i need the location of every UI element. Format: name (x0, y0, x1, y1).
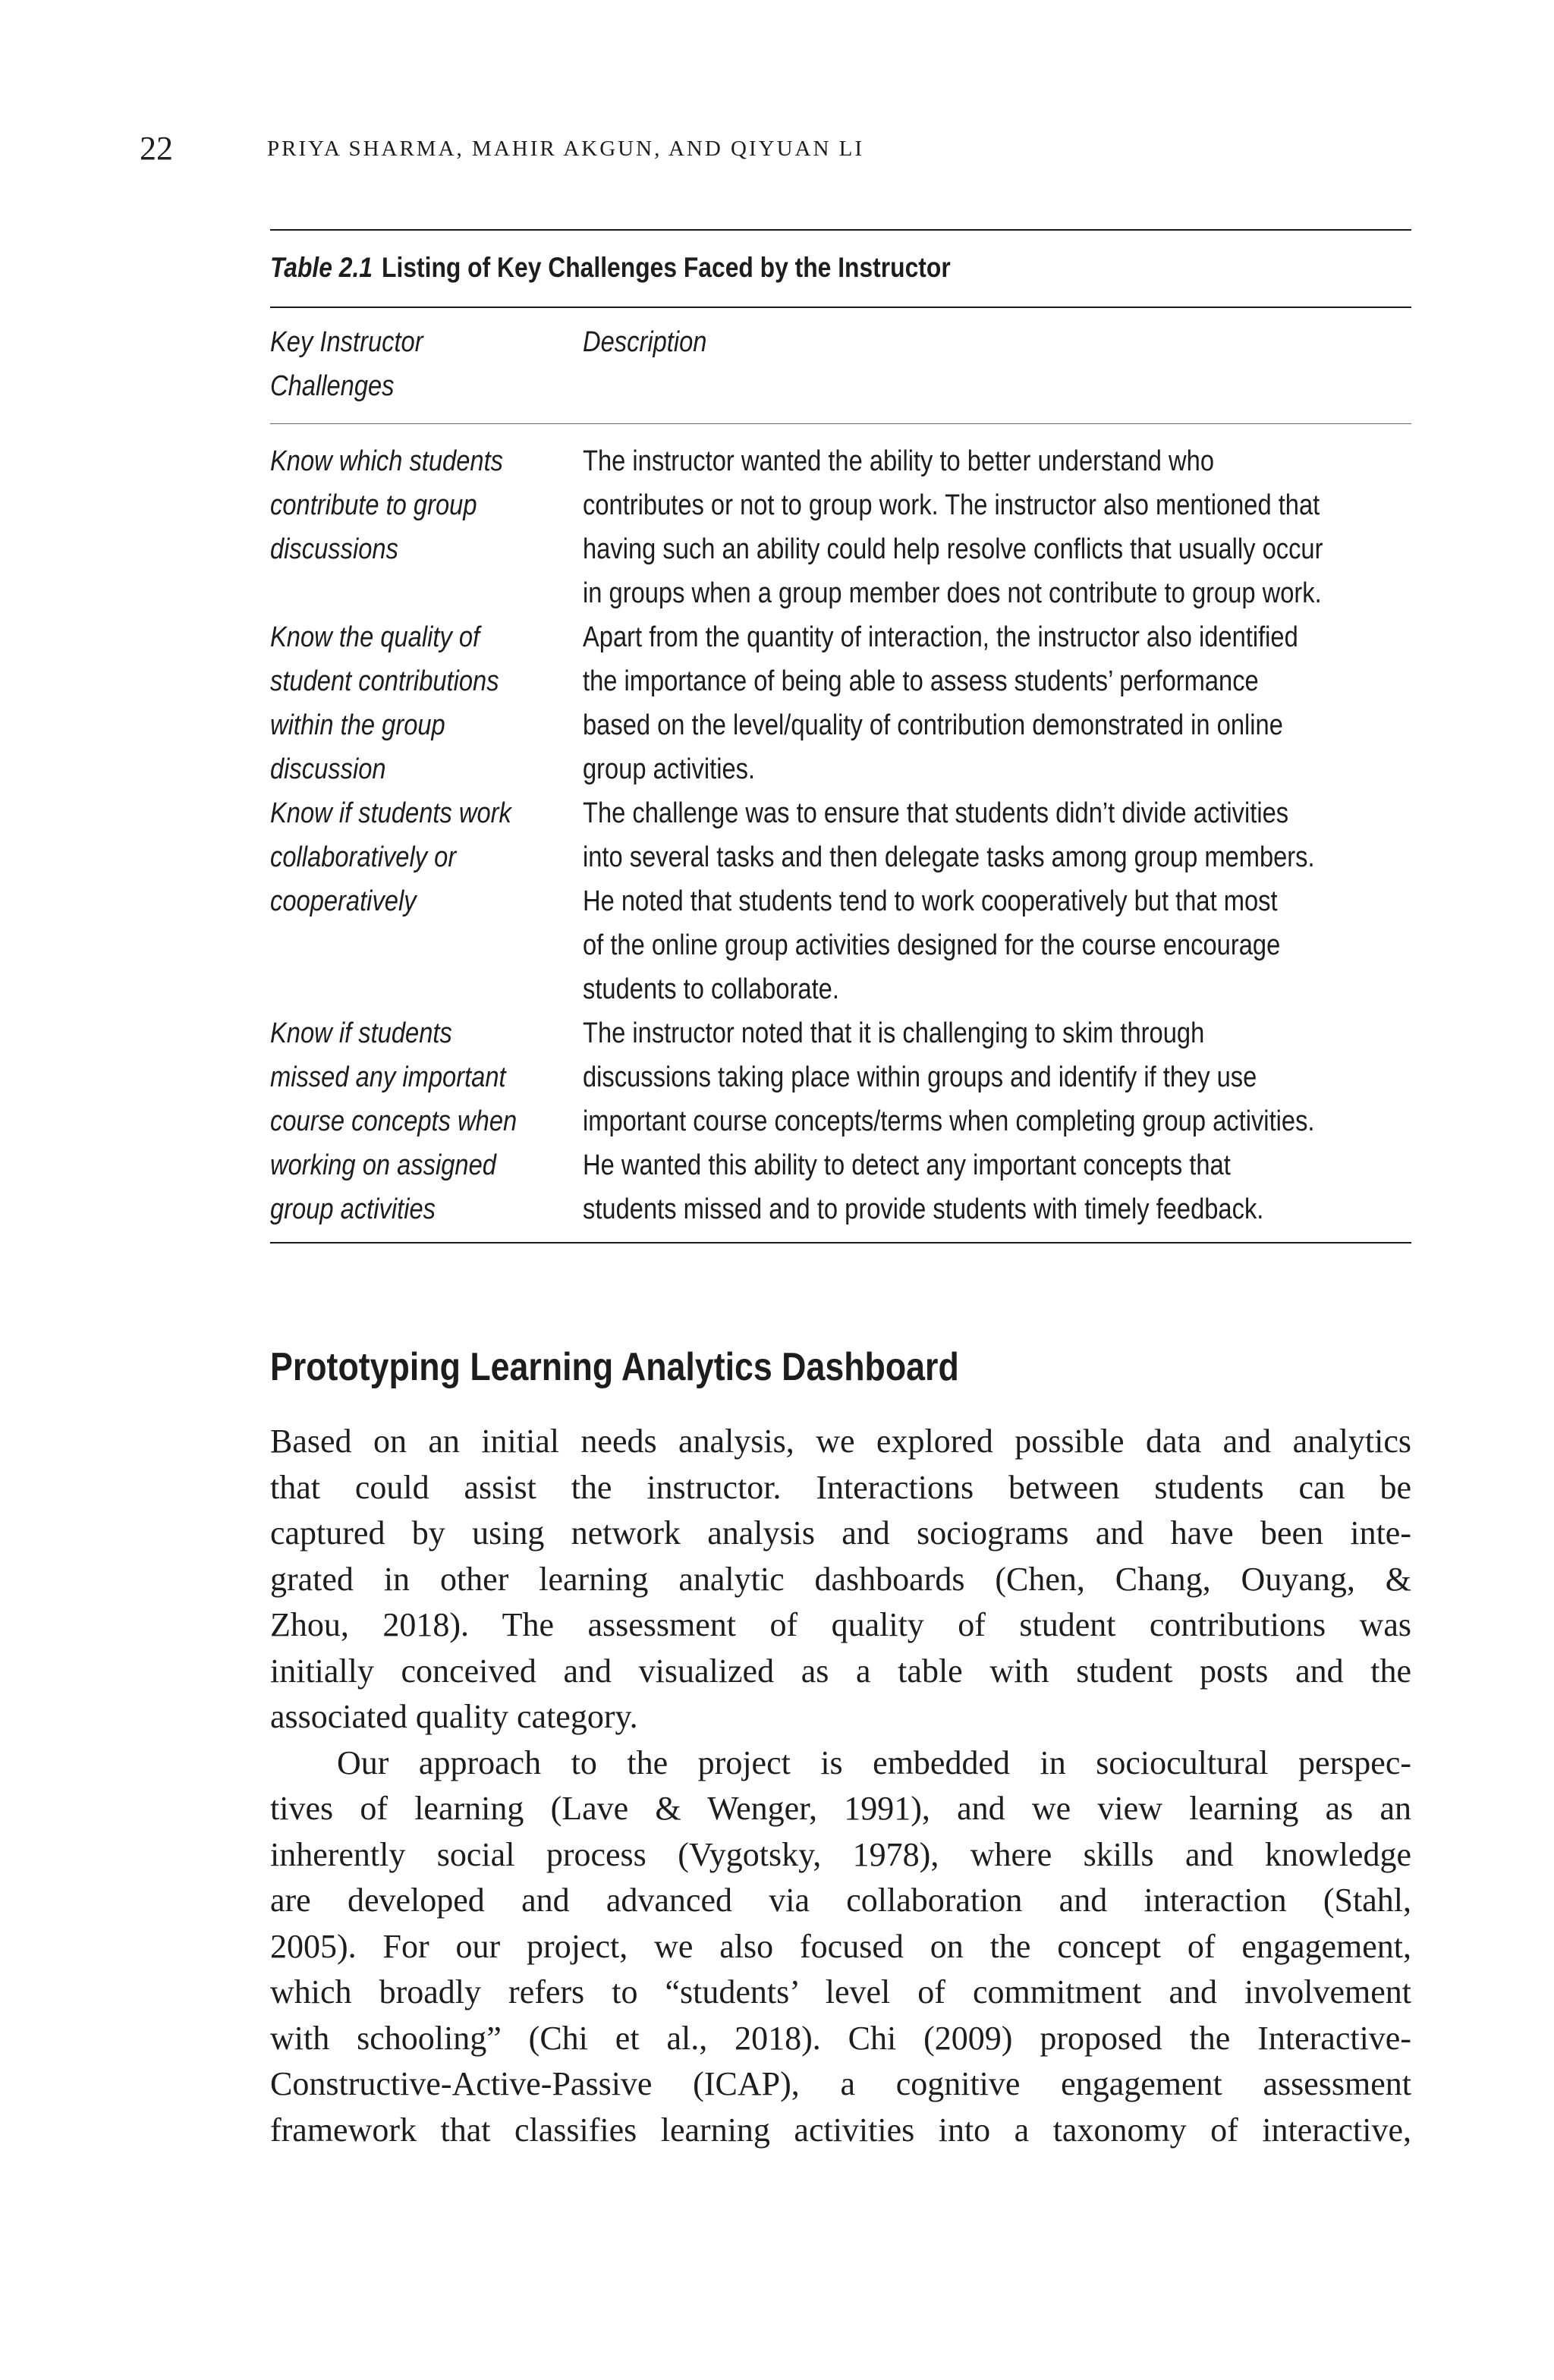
challenge-cell (270, 791, 583, 1011)
text-line: Zhou, 2018). The assessment of quality of student contributions was (270, 1606, 1411, 1643)
cell-line: important course concepts/terms when completing group activities. (583, 1105, 1315, 1137)
text-line: Constructive-Active-Passive (ICAP), a cognitive engagement assessment (270, 2065, 1411, 2102)
cell-line: students missed and to provide students with timely feedback. (583, 1193, 1264, 1225)
cell-line: the importance of being able to assess students’ performance (583, 665, 1259, 697)
column-header-challenges (270, 320, 583, 408)
table-label: Table 2.1 (270, 252, 373, 283)
table-row (270, 439, 1411, 615)
cell-line: He noted that students tend to work cooperatively but that most (583, 885, 1278, 917)
cell-line: Know if students work (270, 797, 511, 829)
text-line: associated quality category. (270, 1698, 638, 1735)
text-line: Our approach to the project is embedded in sociocultural perspec- (337, 1743, 1411, 1781)
cell-line: within the group (270, 709, 445, 741)
cell-line: student contributions (270, 665, 499, 697)
body-text (270, 1419, 1411, 2153)
challenge-cell (270, 1011, 583, 1231)
table-row (270, 791, 1411, 1011)
cell-line: The challenge was to ensure that students didn’t divide activities (583, 797, 1289, 829)
text-line: inherently social process (Vygotsky, 1978), where skills and knowledge (270, 1835, 1411, 1873)
cell-line: Know which students (270, 445, 504, 477)
description-cell (583, 439, 1443, 615)
header-line: Description (583, 326, 707, 358)
cell-line: contributes or not to group work. The instructor also mentioned that (583, 489, 1320, 521)
cell-line: Know if students (270, 1017, 452, 1049)
text-line: framework that classifies learning activities into a taxonomy of interactive, (270, 2111, 1411, 2149)
cell-line: course concepts when (270, 1105, 517, 1137)
paragraph (270, 1740, 1411, 2154)
table-header-row (270, 308, 1411, 423)
table-title: Listing of Key Challenges Faced by the Instructor (382, 252, 951, 283)
cell-line: group activities. (583, 753, 756, 785)
table-row (270, 615, 1411, 791)
description-cell (583, 1011, 1434, 1231)
cell-line: He wanted this ability to detect any important concepts that (583, 1149, 1231, 1181)
challenge-cell (270, 615, 583, 791)
table-top-rule (270, 229, 1411, 231)
cell-line: contribute to group (270, 489, 477, 521)
description-cell (583, 791, 1434, 1011)
cell-line: collaboratively or (270, 841, 457, 873)
text-line: that could assist the instructor. Interactions between students can be (270, 1468, 1411, 1506)
table-bottom-rule (270, 1242, 1411, 1243)
cell-line: The instructor noted that it is challenging to skim through (583, 1017, 1205, 1049)
table-body (270, 424, 1411, 1231)
cell-line: discussions taking place within groups and identify if they use (583, 1061, 1257, 1093)
cell-line: in groups when a group member does not contribute to group work. (583, 577, 1322, 609)
header-line: Challenges (270, 370, 395, 402)
text-line: captured by using network analysis and sociograms and have been inte- (270, 1514, 1411, 1552)
running-head (134, 129, 1423, 174)
table-row (270, 1011, 1411, 1231)
header-line: Key Instructor (270, 326, 423, 358)
text-line: grated in other learning analytic dashboards (Chen, Chang, Ouyang, & (270, 1560, 1411, 1598)
cell-line: cooperatively (270, 885, 417, 917)
cell-line: of the online group activities designed for the course encourage (583, 929, 1281, 961)
text-line: with schooling” (Chi et al., 2018). Chi (2009) proposed the Interactive- (270, 2019, 1411, 2057)
cell-line: discussion (270, 753, 386, 785)
cell-line: missed any important (270, 1061, 506, 1093)
text-line: are developed and advanced via collaboration and interaction (Stahl, (270, 1882, 1411, 1919)
text-line: tives of learning (Lave & Wenger, 1991), and we view learning as an (270, 1790, 1411, 1827)
paragraph (270, 1419, 1411, 1740)
cell-line: Know the quality of (270, 621, 480, 653)
description-cell (583, 615, 1414, 791)
cell-line: group activities (270, 1193, 436, 1225)
table-2-1 (270, 229, 1411, 1243)
text-line: Based on an initial needs analysis, we explored possible data and analytics (270, 1423, 1411, 1460)
section-heading: Prototyping Learning Analytics Dashboard (270, 1345, 959, 1389)
cell-line: students to collaborate. (583, 973, 839, 1005)
cell-line: Apart from the quantity of interaction, the instructor also identified (583, 621, 1298, 653)
text-line: which broadly refers to “students’ level of commitment and involvement (270, 1973, 1411, 2011)
text-line: initially conceived and visualized as a table with student posts and the (270, 1652, 1411, 1690)
challenge-cell (270, 439, 583, 615)
column-header-description (583, 320, 1411, 408)
text-line: 2005). For our project, we also focused on the concept of engagement, (270, 1927, 1411, 1965)
cell-line: having such an ability could help resolve conflicts that usually occur (583, 533, 1323, 565)
cell-line: into several tasks and then delegate tasks among group members. (583, 841, 1315, 873)
cell-line: working on assigned (270, 1149, 496, 1181)
cell-line: discussions (270, 533, 398, 565)
cell-line: The instructor wanted the ability to better understand who (583, 445, 1215, 477)
page-number: 22 (140, 130, 173, 167)
cell-line: based on the level/quality of contribution demonstrated in online (583, 709, 1283, 741)
running-head-authors: PRIYA SHARMA, MAHIR AKGUN, AND QIYUAN LI (267, 137, 865, 161)
table-caption (270, 252, 1251, 284)
